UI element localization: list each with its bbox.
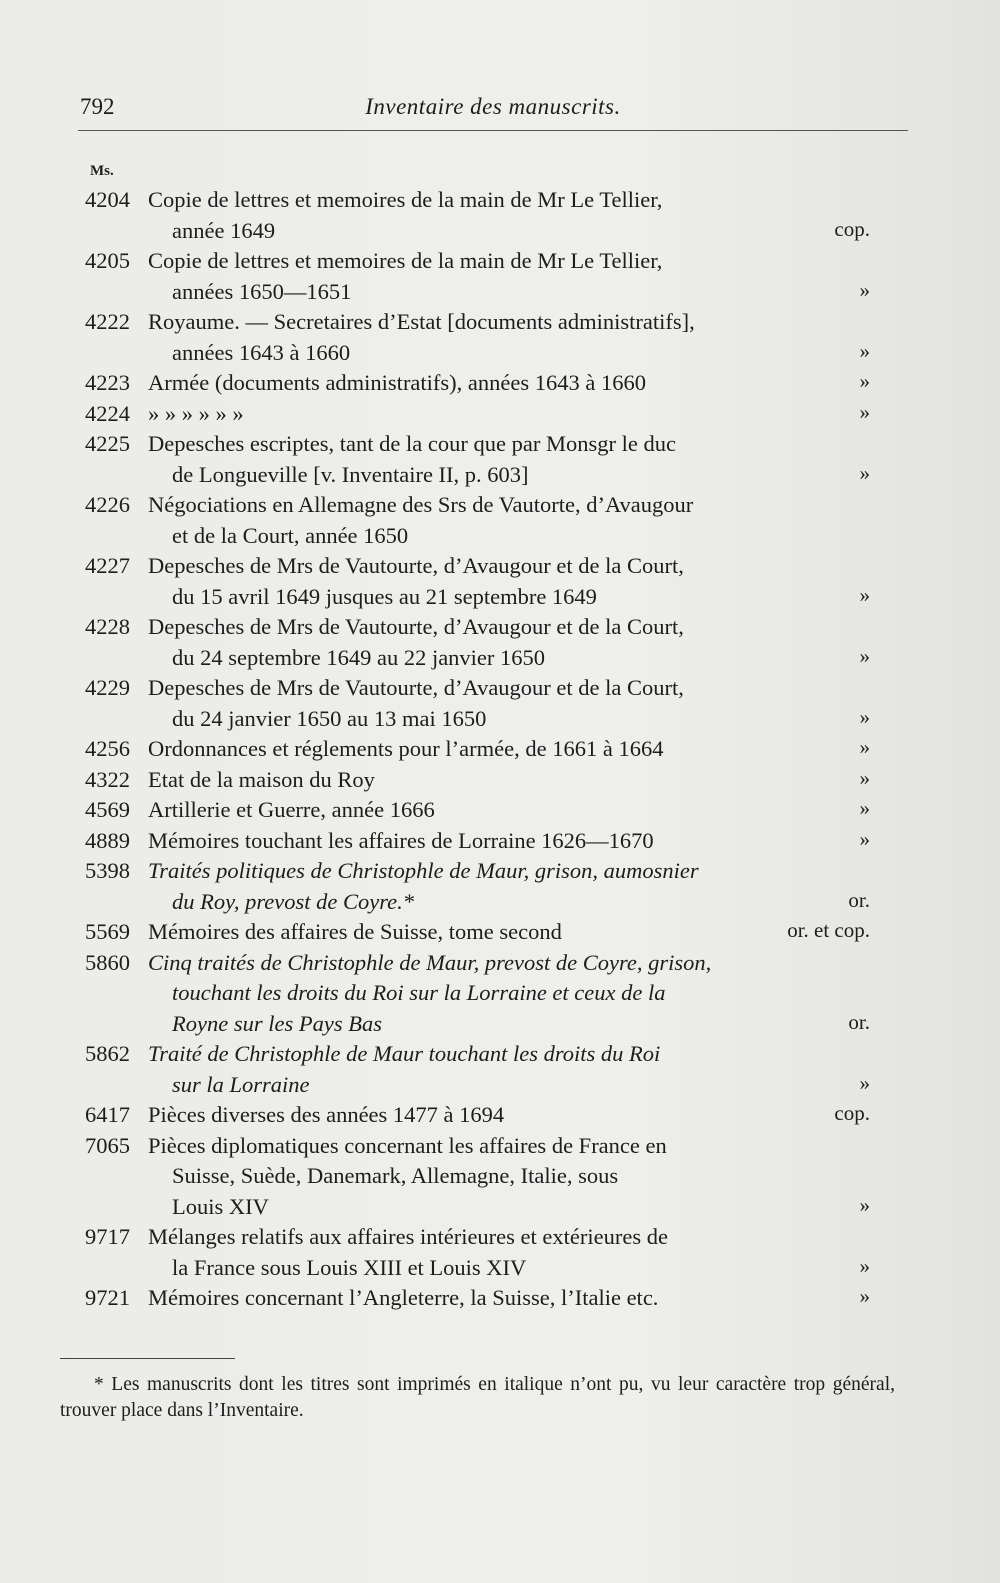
manuscript-entry xyxy=(60,856,910,917)
manuscript-title xyxy=(148,490,838,551)
manuscript-status: » xyxy=(859,1192,870,1217)
manuscript-entry xyxy=(60,1100,910,1131)
manuscript-title-line: Artillerie et Guerre, année 1666 xyxy=(148,797,435,822)
manuscript-title xyxy=(148,917,838,948)
footnote: * Les manuscrits dont les titres sont imprimés en italique n’ont pu, vu leur caractère trop général, trouver place dans l’Inventaire. xyxy=(60,1374,895,1421)
manuscript-title-line: Etat de la maison du Roy xyxy=(148,766,375,792)
manuscript-title xyxy=(148,1131,838,1223)
manuscript-number: 4224 xyxy=(85,400,130,426)
manuscript-number: 5398 xyxy=(85,858,130,883)
manuscript-status: » xyxy=(859,338,870,363)
manuscript-title-line: » » » » » » xyxy=(148,400,244,426)
manuscript-status: or. et cop. xyxy=(787,918,870,942)
manuscript-number: 5860 xyxy=(85,949,130,975)
manuscript-title-line: Traités politiques de Christophle de Maur, grison, aumosnier xyxy=(148,858,699,883)
manuscript-title xyxy=(148,246,838,307)
manuscript-title-line: Pièces diverses des années 1477 à 1694 xyxy=(148,1102,505,1127)
manuscript-entry xyxy=(60,1222,910,1283)
manuscript-title xyxy=(148,551,838,612)
manuscript-title-line: Copie de lettres et memoires de la main de Mr Le Tellier, xyxy=(148,248,663,273)
manuscript-status: » xyxy=(859,765,870,790)
manuscript-status: » xyxy=(859,735,870,759)
manuscript-title xyxy=(148,429,838,490)
manuscript-status: » xyxy=(859,582,870,607)
manuscript-entry xyxy=(60,185,910,246)
manuscript-entry xyxy=(60,246,910,307)
manuscript-title-continuation: Royne sur les Pays Bas xyxy=(172,1010,382,1036)
manuscript-number: 4225 xyxy=(85,431,130,456)
manuscript-title-continuation: du Roy, prevost de Coyre.* xyxy=(172,888,415,914)
manuscript-status: » xyxy=(859,643,870,668)
manuscript-number: 4205 xyxy=(85,248,130,273)
manuscript-entry xyxy=(60,734,910,765)
manuscript-title xyxy=(148,734,838,765)
manuscript-title-continuation: Suisse, Suède, Danemark, Allemagne, Italie, sous xyxy=(172,1163,619,1188)
manuscript-title xyxy=(148,765,838,796)
manuscript-title-line: Cinq traités de Christophle de Maur, prevost de Coyre, grison, xyxy=(148,949,712,975)
manuscript-title-line: Depesches de Mrs de Vautourte, d’Avaugour et de la Court, xyxy=(148,675,684,700)
manuscript-title xyxy=(148,612,838,673)
manuscript-title xyxy=(148,1222,838,1283)
manuscript-status: » xyxy=(859,1253,870,1278)
manuscript-number: 4256 xyxy=(85,736,130,761)
manuscript-title-line: Depesches de Mrs de Vautourte, d’Avaugour et de la Court, xyxy=(148,614,684,639)
manuscript-title-continuation: années 1650—1651 xyxy=(172,278,352,304)
manuscript-number: 4222 xyxy=(85,309,130,334)
manuscript-number: 4204 xyxy=(85,187,130,212)
manuscript-entry xyxy=(60,765,910,796)
manuscript-title xyxy=(148,856,838,917)
manuscript-title-continuation: années 1643 à 1660 xyxy=(172,339,351,365)
manuscript-entry xyxy=(60,399,910,430)
manuscript-number: 7065 xyxy=(85,1132,130,1158)
manuscript-entry xyxy=(60,1039,910,1100)
manuscript-title-continuation: sur la Lorraine xyxy=(172,1071,310,1097)
manuscript-status: » xyxy=(859,460,870,485)
manuscript-title-line: Armée (documents administratifs), années 1643 à 1660 xyxy=(148,370,646,395)
manuscript-status: or. xyxy=(848,887,870,912)
manuscript-entry xyxy=(60,673,910,734)
manuscript-title xyxy=(148,1283,838,1314)
manuscript-status: » xyxy=(859,826,870,851)
manuscript-list xyxy=(60,185,910,1314)
manuscript-entry xyxy=(60,1131,910,1223)
manuscript-title-line: Copie de lettres et memoires de la main de Mr Le Tellier, xyxy=(148,187,663,212)
manuscript-entry xyxy=(60,490,910,551)
manuscript-entry xyxy=(60,612,910,673)
page-number: 792 xyxy=(80,94,115,119)
manuscript-status: » xyxy=(859,704,870,729)
manuscript-title-continuation: et de la Court, année 1650 xyxy=(172,522,409,548)
manuscript-title-continuation: du 15 avril 1649 jusques au 21 septembre 1649 xyxy=(172,583,597,609)
manuscript-status: cop. xyxy=(834,216,870,241)
manuscript-title xyxy=(148,673,838,734)
manuscript-number: 4322 xyxy=(85,766,130,792)
manuscript-number: 9721 xyxy=(85,1285,130,1310)
manuscript-title-continuation: du 24 janvier 1650 au 13 mai 1650 xyxy=(172,705,487,731)
manuscript-title xyxy=(148,307,838,368)
manuscript-title-line: Mémoires des affaires de Suisse, tome second xyxy=(148,919,562,944)
manuscript-number: 6417 xyxy=(85,1102,130,1127)
manuscript-status: » xyxy=(859,369,870,393)
manuscript-title-continuation: de Longueville [v. Inventaire II, p. 603] xyxy=(172,461,529,487)
manuscript-status: or. xyxy=(848,1009,870,1034)
manuscript-title xyxy=(148,1100,838,1131)
manuscript-status: » xyxy=(859,277,870,302)
manuscript-entry xyxy=(60,368,910,399)
manuscript-title-line: Depesches de Mrs de Vautourte, d’Avaugour et de la Court, xyxy=(148,553,684,578)
running-title: Inventaire des manuscrits. xyxy=(365,94,621,119)
manuscript-title xyxy=(148,185,838,246)
manuscript-title-continuation: Louis XIV xyxy=(172,1193,269,1219)
manuscript-entry xyxy=(60,429,910,490)
manuscript-entry xyxy=(60,948,910,1040)
manuscript-number: 4228 xyxy=(85,614,130,639)
page-header xyxy=(78,90,908,131)
manuscript-title-line: Pièces diplomatiques concernant les affaires de France en xyxy=(148,1132,667,1158)
manuscript-status: » xyxy=(859,796,870,820)
manuscript-title xyxy=(148,948,838,1040)
manuscript-number: 4223 xyxy=(85,370,130,395)
manuscript-entry xyxy=(60,551,910,612)
manuscript-status: » xyxy=(859,399,870,424)
manuscript-title-line: Mémoires concernant l’Angleterre, la Suisse, l’Italie etc. xyxy=(148,1285,659,1310)
manuscript-title xyxy=(148,795,838,826)
footnote-rule xyxy=(60,1358,235,1359)
manuscript-status: cop. xyxy=(834,1101,870,1125)
manuscript-title xyxy=(148,826,838,857)
manuscript-status: » xyxy=(859,1284,870,1308)
manuscript-number: 4569 xyxy=(85,797,130,822)
manuscript-title-continuation: année 1649 xyxy=(172,217,276,243)
manuscript-title xyxy=(148,368,838,399)
manuscript-title-line: Ordonnances et réglements pour l’armée, de 1661 à 1664 xyxy=(148,736,664,761)
manuscript-entry xyxy=(60,1283,910,1314)
manuscript-entry xyxy=(60,826,910,857)
manuscript-title-line: Mélanges relatifs aux affaires intérieures et extérieures de xyxy=(148,1224,668,1249)
manuscript-title-line: Traité de Christophle de Maur touchant les droits du Roi xyxy=(148,1041,661,1066)
manuscript-title-continuation: du 24 septembre 1649 au 22 janvier 1650 xyxy=(172,644,546,670)
manuscript-title-line: Depesches escriptes, tant de la cour que par Monsgr le duc xyxy=(148,431,676,456)
manuscript-title-line: Mémoires touchant les affaires de Lorraine 1626—1670 xyxy=(148,827,654,853)
manuscript-entry xyxy=(60,917,910,948)
manuscript-title-continuation: touchant les droits du Roi sur la Lorraine et ceux de la xyxy=(172,980,666,1005)
manuscript-title-line: Négociations en Allemagne des Srs de Vautorte, d’Avaugour xyxy=(148,492,694,517)
manuscript-title xyxy=(148,399,838,430)
manuscript-number: 9717 xyxy=(85,1224,130,1249)
manuscript-number: 4889 xyxy=(85,827,130,853)
manuscript-number: 4229 xyxy=(85,675,130,700)
manuscript-entry xyxy=(60,795,910,826)
manuscript-number: 5569 xyxy=(85,919,130,944)
manuscript-title xyxy=(148,1039,838,1100)
manuscript-entry xyxy=(60,307,910,368)
manuscript-number: 4226 xyxy=(85,492,130,517)
manuscript-number: 4227 xyxy=(85,553,130,578)
manuscript-title-continuation: la France sous Louis XIII et Louis XIV xyxy=(172,1254,527,1280)
manuscript-title-line: Royaume. — Secretaires d’Estat [documents administratifs], xyxy=(148,309,695,334)
manuscript-status: » xyxy=(859,1070,870,1095)
manuscript-number: 5862 xyxy=(85,1041,130,1066)
column-label: Ms. xyxy=(90,163,114,179)
